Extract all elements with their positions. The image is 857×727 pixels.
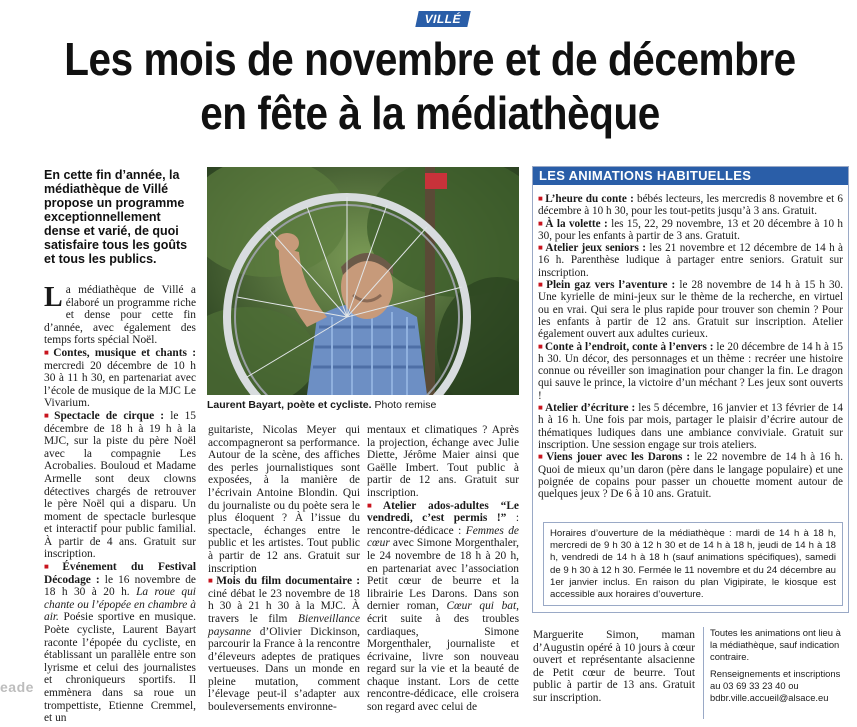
- section-text: mercredi 20 décembre de 10 h 30 à 11 h 30, en partenariat avec l’école de musique de la MJC Le Vivarium.: [44, 359, 196, 410]
- section-film: [208, 575, 360, 714]
- animation-title: À la volette :: [545, 217, 608, 230]
- animation-text: les 5 décembre, 16 janvier et 13 février de 14 h à 16 h. Une fois par mois, partager le plaisir d’écrire autour de thématiques ludiques dans une ambiance conviviale. Gratuit sur inscription. Une session engage sur trois ateliers.: [538, 402, 843, 451]
- section-tag-label: VILLÉ: [423, 12, 463, 26]
- section-title: Contes, musique et chants :: [53, 346, 196, 359]
- animation-title: Viens jouer avec les Darons :: [546, 451, 691, 464]
- work-title: La roue qui chante ou l’épopée en chambre à air.: [44, 586, 196, 624]
- section-tag: [415, 11, 470, 27]
- bullet-square-icon: ■: [538, 243, 544, 253]
- section-text: le 16 novembre de 18 h 30 à 20 h.: [44, 573, 196, 599]
- animation-text: les 15, 22, 29 novembre, 13 et 20 décembre à 10 h 30, pour les enfants à partir de 3 ans. Gratuit.: [538, 217, 843, 242]
- drop-cap: L: [44, 282, 63, 313]
- section-cirque: [44, 410, 196, 561]
- cyclist-poet-photo: [207, 167, 519, 395]
- animation-title: Plein gaz vers l’aventure :: [546, 279, 676, 292]
- section-title: Atelier ados-adultes “Le vendredi, c’est permis !”: [367, 499, 519, 525]
- section-text: écrit suite à des troubles cardiaques, Simone Morgenthaler, journaliste et écrivaine, livre son nouveau regard sur la vie et la beauté de chaque instant. Lors de cette rencontre-dédicace, elle croisera son regard avec celui de: [367, 612, 519, 714]
- animation-item: [538, 279, 843, 340]
- article-column-2: [208, 424, 360, 714]
- section-contes: [44, 347, 196, 410]
- bullet-square-icon: ■: [44, 347, 52, 357]
- section-text: : rencontre-dédicace :: [367, 512, 519, 537]
- animation-title: Atelier d’écriture :: [545, 402, 636, 415]
- animation-text: les 21 novembre et 12 décembre de 14 h à 16 h. Parenthèse ludique à partager entre seniors. Gratuit sur inscription.: [538, 242, 843, 279]
- bullet-square-icon: ■: [538, 218, 544, 228]
- section-title: Mois du film documentaire :: [216, 575, 360, 588]
- intro-text: a médiathèque de Villé a élaboré un programme riche et dense pour cette fin d’année, avec également des temps forts spécial Noël.: [44, 284, 196, 347]
- article-column-4: [533, 629, 695, 705]
- photo-credit: Photo remise: [374, 399, 437, 411]
- headline: Les mois de novembre et de décembre en fête à la médiathèque: [64, 33, 796, 139]
- continued-text: Marguerite Simon, maman d’Augustin opéré à 10 jours à cœur ouvert et représentante alsacienne de Petit cœur de beurre. Tout public à partir de 13 ans. Gratuit sur inscription.: [533, 629, 695, 704]
- continued-text: mentaux et climatiques ? Après la projection, échange avec Julie Diette, Jérôme Maier ainsi que Gaëlle Imbert. Tout public à partir de 12 ans. Gratuit sur inscription.: [367, 424, 519, 499]
- animation-item: [538, 218, 843, 243]
- bullet-square-icon: ■: [538, 403, 544, 413]
- section-text: ciné débat le 23 novembre de 18 h 30 à 21 h 30 à la MJC. À travers le film: [208, 587, 360, 625]
- bullet-square-icon: ■: [44, 562, 61, 572]
- animation-item: [538, 451, 843, 500]
- bullet-square-icon: ■: [208, 576, 215, 586]
- continued-text: guitariste, Nicolas Meyer qui accompagneront sa performance. Autour de la scène, des affiches des perles journalistiques sont exposées, à la manière de l’écrivain Antoine Blondin. Qui du journaliste ou du poète sera le plus éloquent ? À l’issue du spectacle, échanges entre le public et les artistes. Tout public à partir de 12 ans. Gratuit sur inscription: [208, 424, 360, 575]
- bullet-square-icon: ■: [538, 452, 545, 462]
- animation-item: [538, 193, 843, 218]
- animation-title: Conte à l’endroit, conte à l’envers :: [544, 340, 714, 353]
- animation-title: Atelier jeux seniors :: [545, 242, 646, 255]
- article-photo: [207, 167, 519, 395]
- book-title: Cœur qui bat,: [446, 600, 519, 613]
- article-column-3: [367, 424, 519, 714]
- animation-text: bébés lecteurs, les mercredis 8 novembre et 6 décembre à 10 h 30, pour les tout-petits jusqu’à 3 ans. Gratuit.: [538, 193, 843, 218]
- animation-item: [538, 341, 843, 402]
- info-box: [703, 627, 849, 719]
- animation-text: le 22 novembre de 14 h à 16 h. Quoi de mieux qu’un daron (père dans le langage populaire) et une poignée de copains pour passer un chouette moment autour de quelques jeux ? De 6 à 10 ans. Gratuit.: [538, 451, 843, 501]
- section-text: d’Olivier Dickinson, parcourir la France à la rencontre d’éleveurs adeptes de pratiques vertueuses. Dans un monde en pleine mutation, comment l’élevage peut-il s’adapter aux bouleversements environne-: [208, 625, 360, 714]
- animations-list: [538, 193, 843, 500]
- animation-title: L’heure du conte :: [545, 193, 634, 205]
- bullet-square-icon: ■: [44, 410, 53, 420]
- bullet-square-icon: ■: [367, 500, 381, 510]
- film-title: Bienveillance paysanne: [208, 612, 360, 638]
- photo-caption: [207, 399, 519, 411]
- article-column-1: [44, 284, 196, 725]
- sidebar-title: LES ANIMATIONS HABITUELLES: [533, 167, 848, 185]
- bullet-square-icon: ■: [538, 341, 543, 351]
- animation-item: [538, 242, 843, 279]
- book-title: Femmes de cœur: [367, 524, 519, 550]
- bullet-square-icon: ■: [538, 280, 545, 290]
- section-title: Événement du Festival Décodage :: [44, 561, 196, 586]
- bullet-square-icon: ■: [538, 194, 544, 203]
- info-location: Toutes les animations ont lieu à la médiathèque, sauf indication contraire.: [710, 627, 841, 662]
- watermark: eade: [0, 679, 34, 695]
- section-text: Poésie sportive en musique. Poète cycliste, Laurent Bayart raconte l’épopée du cycliste, en établissant un parallèle entre son lyrisme et celui des journalistes et chroniqueurs sportifs. Il emmènera dans sa roue un trompettiste, Etienne Cremmel, et un: [44, 611, 196, 725]
- animation-text: le 20 décembre de 14 h à 15 h 30. Un décor, des personnages et un thème : recréer une histoire connue ou réveiller son imagination pour changer la fin. Le dragon qui sauve le prince, la victoire d’un méchant ? Les jeux sont ouverts !: [538, 340, 844, 402]
- animation-text: le 28 novembre de 14 h à 15 h 30. Une kyrielle de mini-jeux sur le thème de la recherche, en virtuel ou en vrai. Qui sera le plus rapide pour trouver son chemin ? Pour les enfants à partir de 12 ans. Gratuit sur inscription. Atelier également ouvert aux adultes curieux.: [538, 279, 844, 341]
- section-text: avec Simone Morgenthaler, le 24 novembre de 18 h à 20 h, en partenariat avec l’association Petit cœur de beurre et la librairie Les Darons. Dans son dernier roman,: [367, 537, 519, 613]
- caption-text: Laurent Bayart, poète et cycliste.: [207, 399, 372, 411]
- section-title: Spectacle de cirque :: [54, 409, 165, 422]
- section-atelier: [367, 500, 519, 714]
- opening-hours-box: Horaires d’ouverture de la médiathèque : mardi de 14 h à 18 h, mercredi de 9 h 30 à 12 h 30 et de 14 h à 18 h, jeudi de 14 h à 18 h, vendredi de 14 h à 18 h (sauf animations spécifiques), samedi de 9 h 30 à 12 h 30. Fermée le 11 novembre et du 24 décembre au 1er janvier inclus. En raison du plan Vigipirate, le kiosque est accessible aux horaires d’ouverture.: [543, 522, 843, 606]
- intro-paragraph: [44, 284, 196, 347]
- lead-paragraph: En cette fin d’année, la médiathèque de Villé propose un programme exceptionnellement dense et varié, de quoi satisfaire tous les goûts et tous les publics.: [44, 168, 188, 266]
- info-contact: Renseignements et inscriptions au 03 69 33 23 40 ou bdbr.ville.accueil@alsace.eu: [710, 668, 841, 703]
- animation-item: [538, 402, 843, 451]
- section-decodage: [44, 561, 196, 725]
- section-text: le 15 décembre de 18 h à 19 h à la MJC, sur la piste du père Noël avec la compagnie Les Acrobalies. Bouloud et Madame Armelle sont deux clowns détectives chargés de retrouver le père Noël qui a disparu. Un moment de spectacle burlesque et interactif pour public familial. À partir de 4 ans. Gratuit sur inscription.: [44, 409, 196, 561]
